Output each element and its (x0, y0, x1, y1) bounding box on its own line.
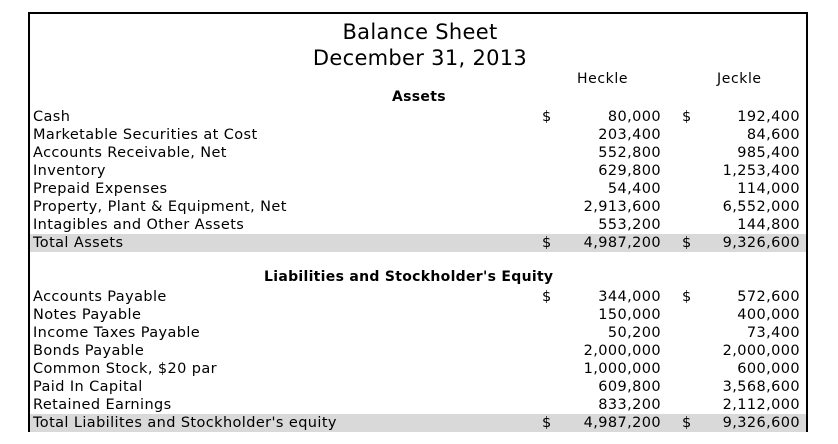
jeckle-value: 6,552,000 (722, 199, 800, 215)
table-row (30, 216, 806, 234)
jeckle-value: 3,568,600 (722, 379, 800, 395)
jeckle-value: 600,000 (737, 361, 800, 377)
sheet-date: December 31, 2013 (312, 46, 528, 70)
heckle-value: 629,800 (598, 163, 661, 179)
table-row (30, 378, 806, 396)
jeckle-dollar-sign: $ (682, 289, 692, 305)
table-row (30, 288, 806, 306)
row-label: Cash (33, 109, 71, 125)
heckle-value: 80,000 (607, 109, 661, 125)
table-row (30, 180, 806, 198)
table-row (30, 306, 806, 324)
jeckle-value: 400,000 (737, 307, 800, 323)
row-label: Inventory (33, 163, 106, 179)
heckle-value: 552,800 (598, 145, 661, 161)
jeckle-dollar-sign: $ (682, 235, 692, 251)
jeckle-value: 9,326,600 (722, 235, 800, 251)
heckle-value: 150,000 (598, 307, 661, 323)
jeckle-value: 2,112,000 (722, 397, 800, 413)
jeckle-value: 2,000,000 (722, 343, 800, 359)
heckle-value: 4,987,200 (583, 415, 661, 431)
jeckle-value: 572,600 (737, 289, 800, 305)
jeckle-dollar-sign: $ (682, 109, 692, 125)
jeckle-value: 73,400 (746, 325, 800, 341)
jeckle-dollar-sign: $ (682, 415, 692, 431)
row-label: Total Assets (33, 235, 124, 251)
row-label: Intagibles and Other Assets (33, 217, 245, 233)
row-label: Prepaid Expenses (33, 181, 168, 197)
row-label: Retained Earnings (33, 397, 172, 413)
heckle-value: 344,000 (598, 289, 661, 305)
row-label: Common Stock, $20 par (33, 361, 217, 377)
heckle-value: 833,200 (598, 397, 661, 413)
heckle-dollar-sign: $ (542, 109, 552, 125)
row-label: Marketable Securities at Cost (33, 127, 258, 143)
heckle-value: 2,913,600 (583, 199, 661, 215)
total-row (30, 234, 806, 252)
heckle-value: 4,987,200 (583, 235, 661, 251)
heckle-value: 1,000,000 (583, 361, 661, 377)
jeckle-value: 144,800 (737, 217, 800, 233)
column-header-heckle: Heckle (577, 71, 629, 87)
total-row (30, 414, 806, 432)
table-row (30, 324, 806, 342)
balance-sheet-table (28, 12, 808, 432)
table-row (30, 342, 806, 360)
jeckle-value: 192,400 (737, 109, 800, 125)
jeckle-value: 1,253,400 (722, 163, 800, 179)
assets-heading: Assets (392, 89, 446, 105)
heckle-dollar-sign: $ (542, 415, 552, 431)
table-row (30, 126, 806, 144)
heckle-dollar-sign: $ (542, 289, 552, 305)
heckle-value: 54,400 (607, 181, 661, 197)
heckle-value: 609,800 (598, 379, 661, 395)
jeckle-value: 985,400 (737, 145, 800, 161)
jeckle-value: 9,326,600 (722, 415, 800, 431)
heckle-value: 50,200 (607, 325, 661, 341)
table-row (30, 360, 806, 378)
table-row (30, 144, 806, 162)
row-label: Total Liabilites and Stockholder's equity (33, 415, 337, 431)
column-header-jeckle: Jeckle (717, 71, 762, 87)
table-row (30, 198, 806, 216)
row-label: Accounts Payable (33, 289, 167, 305)
row-label: Accounts Receivable, Net (33, 145, 227, 161)
row-label: Notes Payable (33, 307, 142, 323)
row-label: Income Taxes Payable (33, 325, 201, 341)
heckle-value: 203,400 (598, 127, 661, 143)
table-row (30, 162, 806, 180)
jeckle-value: 84,600 (746, 127, 800, 143)
row-label: Property, Plant & Equipment, Net (33, 199, 287, 215)
heckle-value: 2,000,000 (583, 343, 661, 359)
row-label: Paid In Capital (33, 379, 143, 395)
row-label: Bonds Payable (33, 343, 145, 359)
heckle-dollar-sign: $ (542, 235, 552, 251)
heckle-value: 553,200 (598, 217, 661, 233)
table-row (30, 108, 806, 126)
jeckle-value: 114,000 (737, 181, 800, 197)
table-row (30, 396, 806, 414)
sheet-title: Balance Sheet (342, 20, 498, 44)
liabilities-heading: Liabilities and Stockholder's Equity (264, 269, 554, 285)
